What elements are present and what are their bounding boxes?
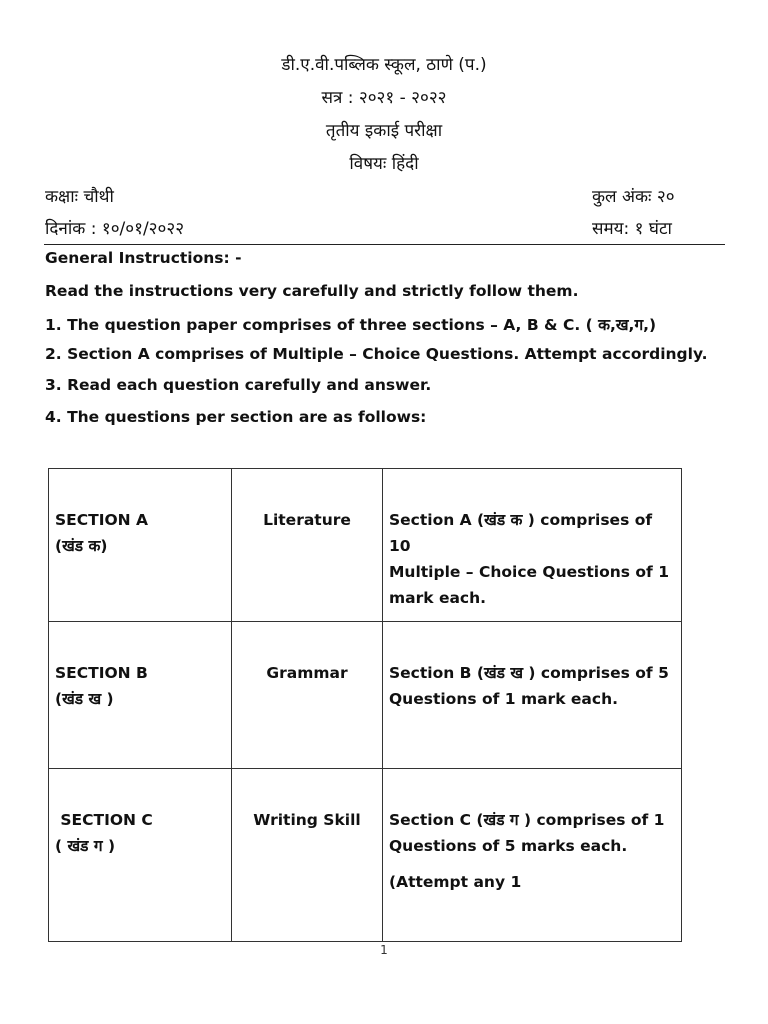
instruction-line: 2. Section A comprises of Multiple – Choice Questions. Attempt accordingly.: [45, 345, 708, 363]
section-topic: Grammar: [266, 664, 348, 682]
section-desc-cell: [383, 769, 682, 942]
sections-table: [48, 468, 682, 942]
subject: विषयः हिंदी: [349, 154, 419, 174]
instruction-line: 3. Read each question carefully and answer.: [45, 376, 432, 394]
instruction-line: 4. The questions per section are as follows:: [45, 408, 427, 426]
section-name: SECTION B: [55, 664, 148, 682]
page-number: 1: [380, 943, 388, 957]
section-desc-cell: [383, 622, 682, 769]
header-divider: [44, 244, 725, 245]
section-desc-line: Section B (खंड ख ) comprises of 5: [389, 664, 669, 682]
section-desc-cell: [383, 469, 682, 622]
section-topic-cell: [232, 769, 383, 942]
date-label: दिनांक : १०/०१/२०२२: [45, 219, 185, 239]
exam-title: तृतीय इकाई परीक्षा: [325, 121, 443, 141]
section-desc-line: Section C (खंड ग ) comprises of 1: [389, 811, 665, 829]
section-desc-line: Questions of 1 mark each.: [389, 690, 618, 708]
time-label: समय: १ घंटा: [592, 219, 672, 239]
section-hindi: (खंड ख ): [55, 690, 114, 708]
section-desc-line: Multiple – Choice Questions of 1: [389, 563, 669, 581]
section-desc-line: mark each.: [389, 589, 487, 607]
total-marks: कुल अंकः २०: [592, 187, 675, 207]
section-name: SECTION C: [55, 811, 153, 829]
session: सत्र : २०२१ - २०२२: [321, 88, 447, 108]
table-row: [49, 469, 682, 622]
section-name-cell: [49, 622, 232, 769]
class-label: कक्षाः चौथी: [45, 187, 114, 207]
school-name: डी.ए.वी.पब्लिक स्कूल, ठाणे (प.): [281, 55, 487, 75]
section-topic-cell: [232, 469, 383, 622]
section-name-cell: [49, 769, 232, 942]
section-hindi: (खंड क): [55, 537, 108, 555]
table-row: [49, 769, 682, 942]
instruction-line: 1. The question paper comprises of three sections – A, B & C. ( क,ख,ग,): [45, 316, 657, 334]
section-desc-line: Section A (खंड क ) comprises of 10: [389, 511, 653, 555]
instruction-line: Read the instructions very carefully and strictly follow them.: [45, 282, 579, 300]
section-name: SECTION A: [55, 511, 149, 529]
section-hindi: ( खंड ग ): [55, 837, 116, 855]
section-topic: Literature: [263, 511, 351, 529]
section-name-cell: [49, 469, 232, 622]
section-topic-cell: [232, 622, 383, 769]
instructions-heading: General Instructions: -: [45, 249, 242, 267]
table-row: [49, 622, 682, 769]
section-desc-line: (Attempt any 1: [389, 873, 522, 891]
section-desc-line: Questions of 5 marks each.: [389, 837, 628, 855]
section-topic: Writing Skill: [253, 811, 361, 829]
